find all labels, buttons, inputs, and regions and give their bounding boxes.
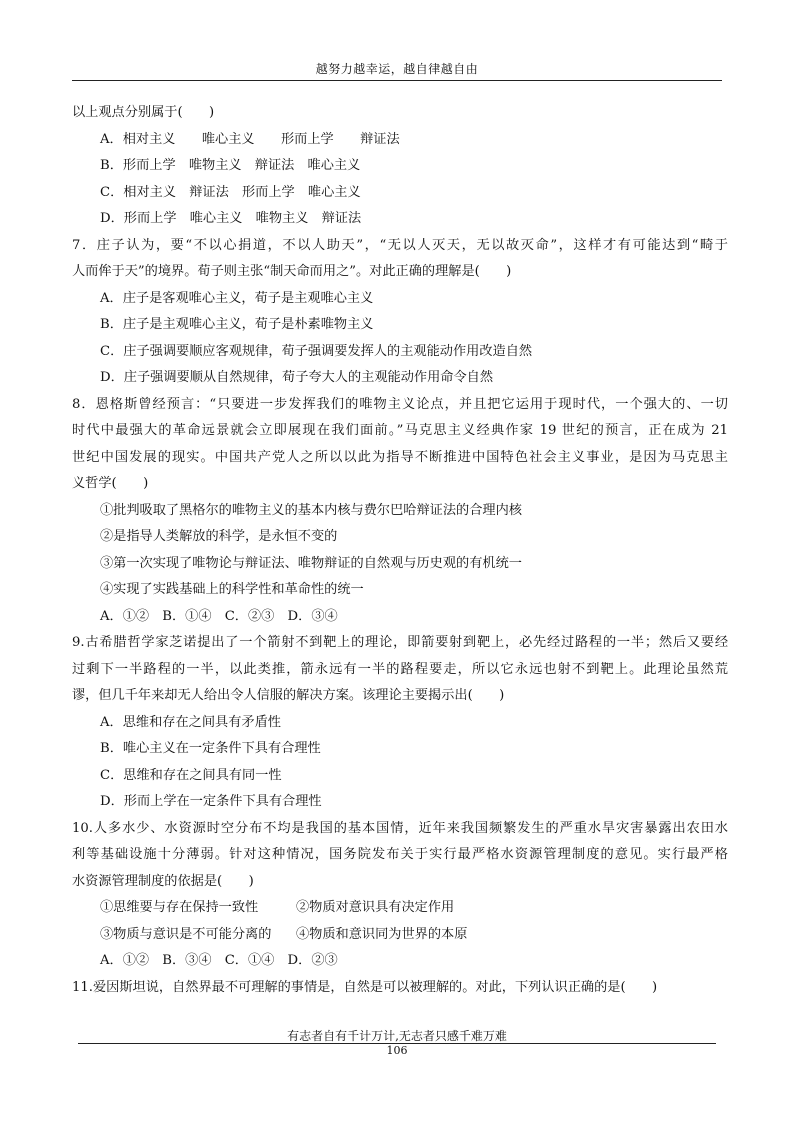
q9-stem-line3: 谬，但几千年来却无人给出令人信服的解决方案。该理论主要揭示出( ) bbox=[72, 688, 505, 703]
q8-item-3: ③第一次实现了唯物论与辩证法、唯物辩证的自然观与历史观的有机统一 bbox=[100, 555, 522, 571]
q10-stem-line3: 水资源管理制度的依据是( ) bbox=[72, 873, 254, 889]
header-motto: 越努力越幸运，越自律越自由 bbox=[315, 62, 479, 76]
q10-item-4: ④物质和意识同为世界的本原 bbox=[296, 926, 468, 942]
q10-item-3: ③物质与意识是不可能分离的 bbox=[100, 926, 272, 942]
q6-option-c: C．相对主义 辩证法 形而上学 唯心主义 bbox=[100, 184, 361, 200]
q9-option-b: B．唯心主义在一定条件下具有合理性 bbox=[100, 741, 321, 756]
q9-stem-line1: 9.古希腊哲学家芝诺提出了一个箭射不到靶上的理论，即箭要射到靶上，必先经过路程的一半；然后又要经 bbox=[72, 635, 728, 650]
q10-answers: A．①② B．③④ C．①④ D．②③ bbox=[100, 953, 338, 968]
page-number: 106 bbox=[386, 1044, 408, 1057]
q9-option-a: A．思维和存在之间具有矛盾性 bbox=[100, 714, 281, 730]
header-rule bbox=[72, 80, 722, 81]
q10-item-1: ①思维要与存在保持一致性 bbox=[100, 900, 259, 915]
q6-option-a: A．相对主义 唯心主义 形而上学 辩证法 bbox=[100, 131, 400, 147]
q7-stem-line2: 人而侔于天”的境界。荀子则主张“制天命而用之”。对此正确的理解是( ) bbox=[72, 264, 512, 279]
q8-stem-line2: 时代中最强大的革命远景就会立即展现在我们面前。”马克思主义经典作家 19 世纪的预言，正在成为 21 bbox=[72, 423, 728, 438]
q9-option-d: D．形而上学在一定条件下具有合理性 bbox=[100, 794, 322, 809]
q10-items-row2 bbox=[72, 922, 728, 949]
q8-item-4: ④实现了实践基础上的科学性和革命性的统一 bbox=[100, 582, 364, 597]
q7-option-c: C．庄子强调要顺应客观规律，荀子强调要发挥人的主观能动作用改造自然 bbox=[100, 343, 533, 359]
q8-stem-line4: 义哲学( ) bbox=[72, 476, 149, 491]
q8-stem-line1: 8．恩格斯曾经预言：“只要进一步发挥我们的唯物主义论点，并且把它运用于现时代，一个强大的、一切 bbox=[72, 396, 728, 412]
page-body bbox=[72, 100, 728, 1001]
q8-stem-line3: 世纪中国发展的现实。中国共产党人之所以以此为指导不断推进中国特色社会主义事业，是因为马克思主 bbox=[72, 449, 728, 465]
q8-answers: A．①② B．①④ C．②③ D．③④ bbox=[100, 608, 338, 624]
q7-option-d: D．庄子强调要顺从自然规律，荀子夸大人的主观能动作用命令自然 bbox=[100, 370, 494, 385]
q9-stem-line2: 过剩下一半路程的一半，以此类推，箭永远有一半的路程要走，所以它永远也射不到靶上。此理论虽然荒 bbox=[72, 661, 728, 677]
q6-option-b: B．形而上学 唯物主义 辩证法 唯心主义 bbox=[100, 158, 361, 173]
q7-option-a: A．庄子是客观唯心主义，荀子是主观唯心主义 bbox=[100, 290, 374, 306]
q9-option-c: C．思维和存在之间具有同一性 bbox=[100, 767, 282, 783]
q10-stem-line1: 10.人多水少、水资源时空分布不均是我国的基本国情，近年来我国频繁发生的严重水旱灾害暴露出农田水 bbox=[72, 820, 728, 836]
q10-items-row1 bbox=[72, 895, 728, 922]
q8-item-1: ①批判吸取了黑格尔的唯物主义的基本内核与费尔巴哈辩证法的合理内核 bbox=[100, 502, 522, 518]
q11-stem: 11.爱因斯坦说，自然界最不可理解的事情是，自然是可以被理解的。对此，下列认识正确的是( ) bbox=[72, 979, 658, 995]
q7-option-b: B．庄子是主观唯心主义，荀子是朴素唯物主义 bbox=[100, 317, 374, 332]
q6-stem: 以上观点分别属于( ) bbox=[72, 105, 215, 120]
q7-stem-line1: 7．庄子认为，要“不以心捐道，不以人助天”，“无以人灭天，无以故灭命”，这样才有可能达到“畸于 bbox=[72, 237, 728, 253]
q10-stem-line2: 利等基础设施十分薄弱。针对这种情况，国务院发布关于实行最严格水资源管理制度的意见。实行最严格 bbox=[72, 847, 728, 862]
footer-motto: 有志者自有千计万计,无志者只感千难万难 bbox=[287, 1029, 507, 1043]
q6-option-d: D．形而上学 唯心主义 唯物主义 辩证法 bbox=[100, 211, 362, 226]
q8-item-2: ②是指导人类解放的科学，是永恒不变的 bbox=[100, 529, 338, 544]
q10-item-2: ②物质对意识具有决定作用 bbox=[296, 900, 455, 915]
